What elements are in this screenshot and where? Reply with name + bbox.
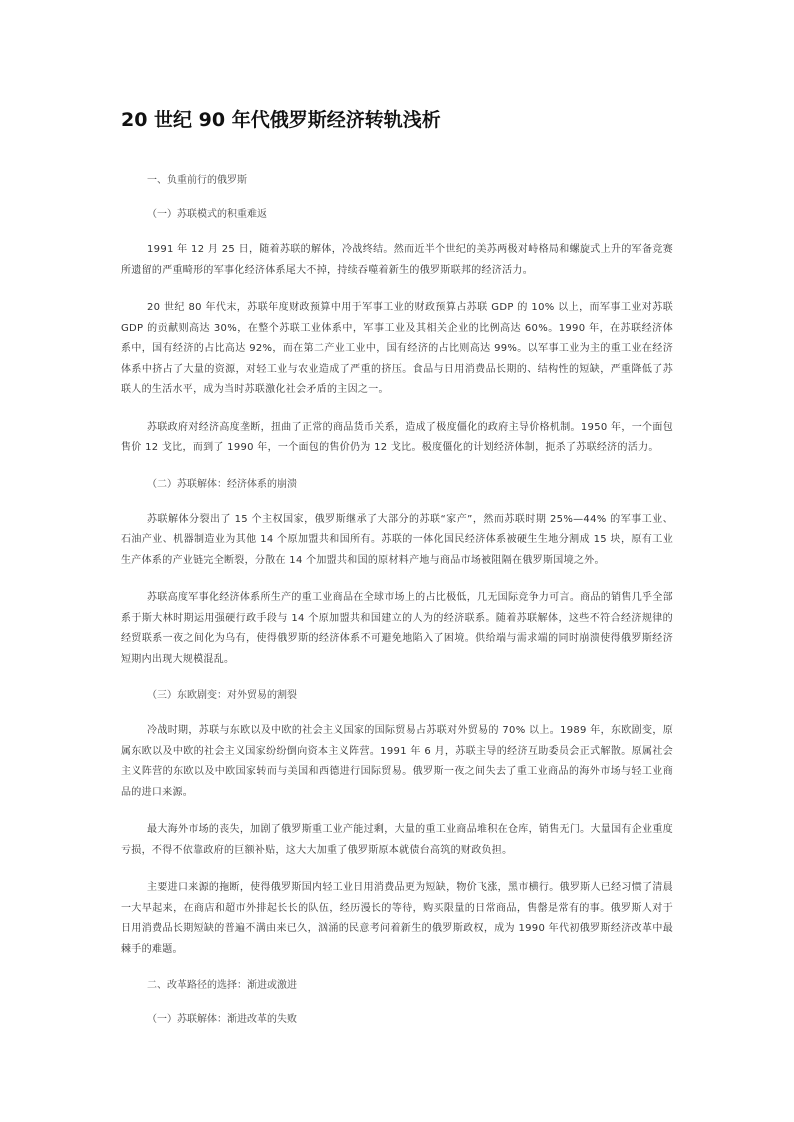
subsection-heading: （三）东欧剧变：对外贸易的割裂 [147,690,297,701]
paragraph: 1991 年 12 月 25 日，随着苏联的解体，冷战终结。然而近半个世纪的美苏两极对峙格局和螺旋式上升的军备竞赛所遗留的严重畸形的军事化经济体系尾大不掉，持续吞噬着新生的俄罗斯联邦的经济活力。 [121,244,673,276]
subsection-heading: （一）苏联模式的积重难返 [147,209,267,220]
subsection-heading: （二）苏联解体：经济体系的崩溃 [147,478,297,490]
paragraph: 20 世纪 80 年代末，苏联年度财政预算中用于军事工业的财政预算占苏联 GDP 的 10% 以上，而军事工业对苏联 GDP 的贡献则高达 30%，在整个苏联工业体系中，军事工业及其相关企业的比例高达 60%。1990 年，在苏联经济体系中，国有经济的占比高达 92%，而在第二产业工业中，国有经济的占比则高达 99%。以军事工业为主的重工业在经济体系中挤占了大量的资源，对轻工业与农业造成了严重的挤压。食品与日用消费品长期的、结构性的短缺，严重降低了苏联人的生活水平，成为当时苏联激化社会矛盾的主因之一。 [121,302,673,395]
paragraph: 冷战时期，苏联与东欧以及中欧的社会主义国家的国际贸易占苏联对外贸易的 70% 以上。1989 年，东欧剧变，原属东欧以及中欧的社会主义国家纷纷倒向资本主义阵营。1991 年 6 月，苏联主导的经济互助委员会正式解散。原属社会主义阵营的东欧以及中欧国家转而与美国和西德进行国际贸易。俄罗斯一夜之间失去了重工业商品的海外市场与轻工业商品的进口来源。 [121,725,673,798]
paragraph: 苏联解体分裂出了 15 个主权国家，俄罗斯继承了大部分的苏联“家产”，然而苏联时期 25%—44% 的军事工业、石油产业、机器制造业为其他 14 个原加盟共和国所有。苏联的一体化国民经济体系被硬生生地分割成 15 块，原有工业生产体系的产业链完全断裂，分散在 14 个加盟共和国的原材料产地与商品市场被阻隔在俄罗斯国境之外。 [121,513,673,566]
section-heading: 二、改革路径的选择：渐进或激进 [147,980,297,991]
document-title: 20 世纪 90 年代俄罗斯经济转轨浅析 [121,109,441,131]
paragraph: 苏联政府对经济高度垄断，扭曲了正常的商品货币关系，造成了极度僵化的政府主导价格机制。1950 年，一个面包售价 12 戈比，而到了 1990 年，一个面包的售价仍为 12 戈比。极度僵化的计划经济体制，扼杀了苏联经济的活力。 [121,421,673,453]
paragraph: 最大海外市场的丧失，加剧了俄罗斯重工业产能过剩，大量的重工业商品堆积在仓库，销售无门。大量国有企业重度亏损，不得不依靠政府的巨额补贴，这大大加重了俄罗斯原本就债台高筑的财政负担。 [121,824,673,856]
section-heading: 一、负重前行的俄罗斯 [147,175,247,186]
paragraph: 苏联高度军事化经济体系所生产的重工业商品在全球市场上的占比极低，几无国际竞争力可言。商品的销售几乎全部系于斯大林时期运用强硬行政手段与 14 个原加盟共和国建立的人为的经济联系。随着苏联解体，这些不符合经济规律的经贸联系一夜之间化为乌有，使得俄罗斯的经济体系不可避免地陷入了困境。供给端与需求端的同时崩溃使得俄罗斯经济短期内出现大规模混乱。 [121,592,673,665]
document-body [121,172,673,1045]
subsection-heading: （一）苏联解体：渐进改革的失败 [147,1014,297,1025]
paragraph: 主要进口来源的拖断，使得俄罗斯国内轻工业日用消费品更为短缺，物价飞涨，黑市横行。俄罗斯人已经习惯了清晨一大早起来，在商店和超市外排起长长的队伍，经历漫长的等待，购买限量的日常商品，售罄是常有的事。俄罗斯人对于日用消费品长期短缺的普遍不满由来已久，汹涌的民意考问着新生的俄罗斯政权，成为 1990 年代初俄罗斯经济改革中最棘手的难题。 [121,882,673,955]
